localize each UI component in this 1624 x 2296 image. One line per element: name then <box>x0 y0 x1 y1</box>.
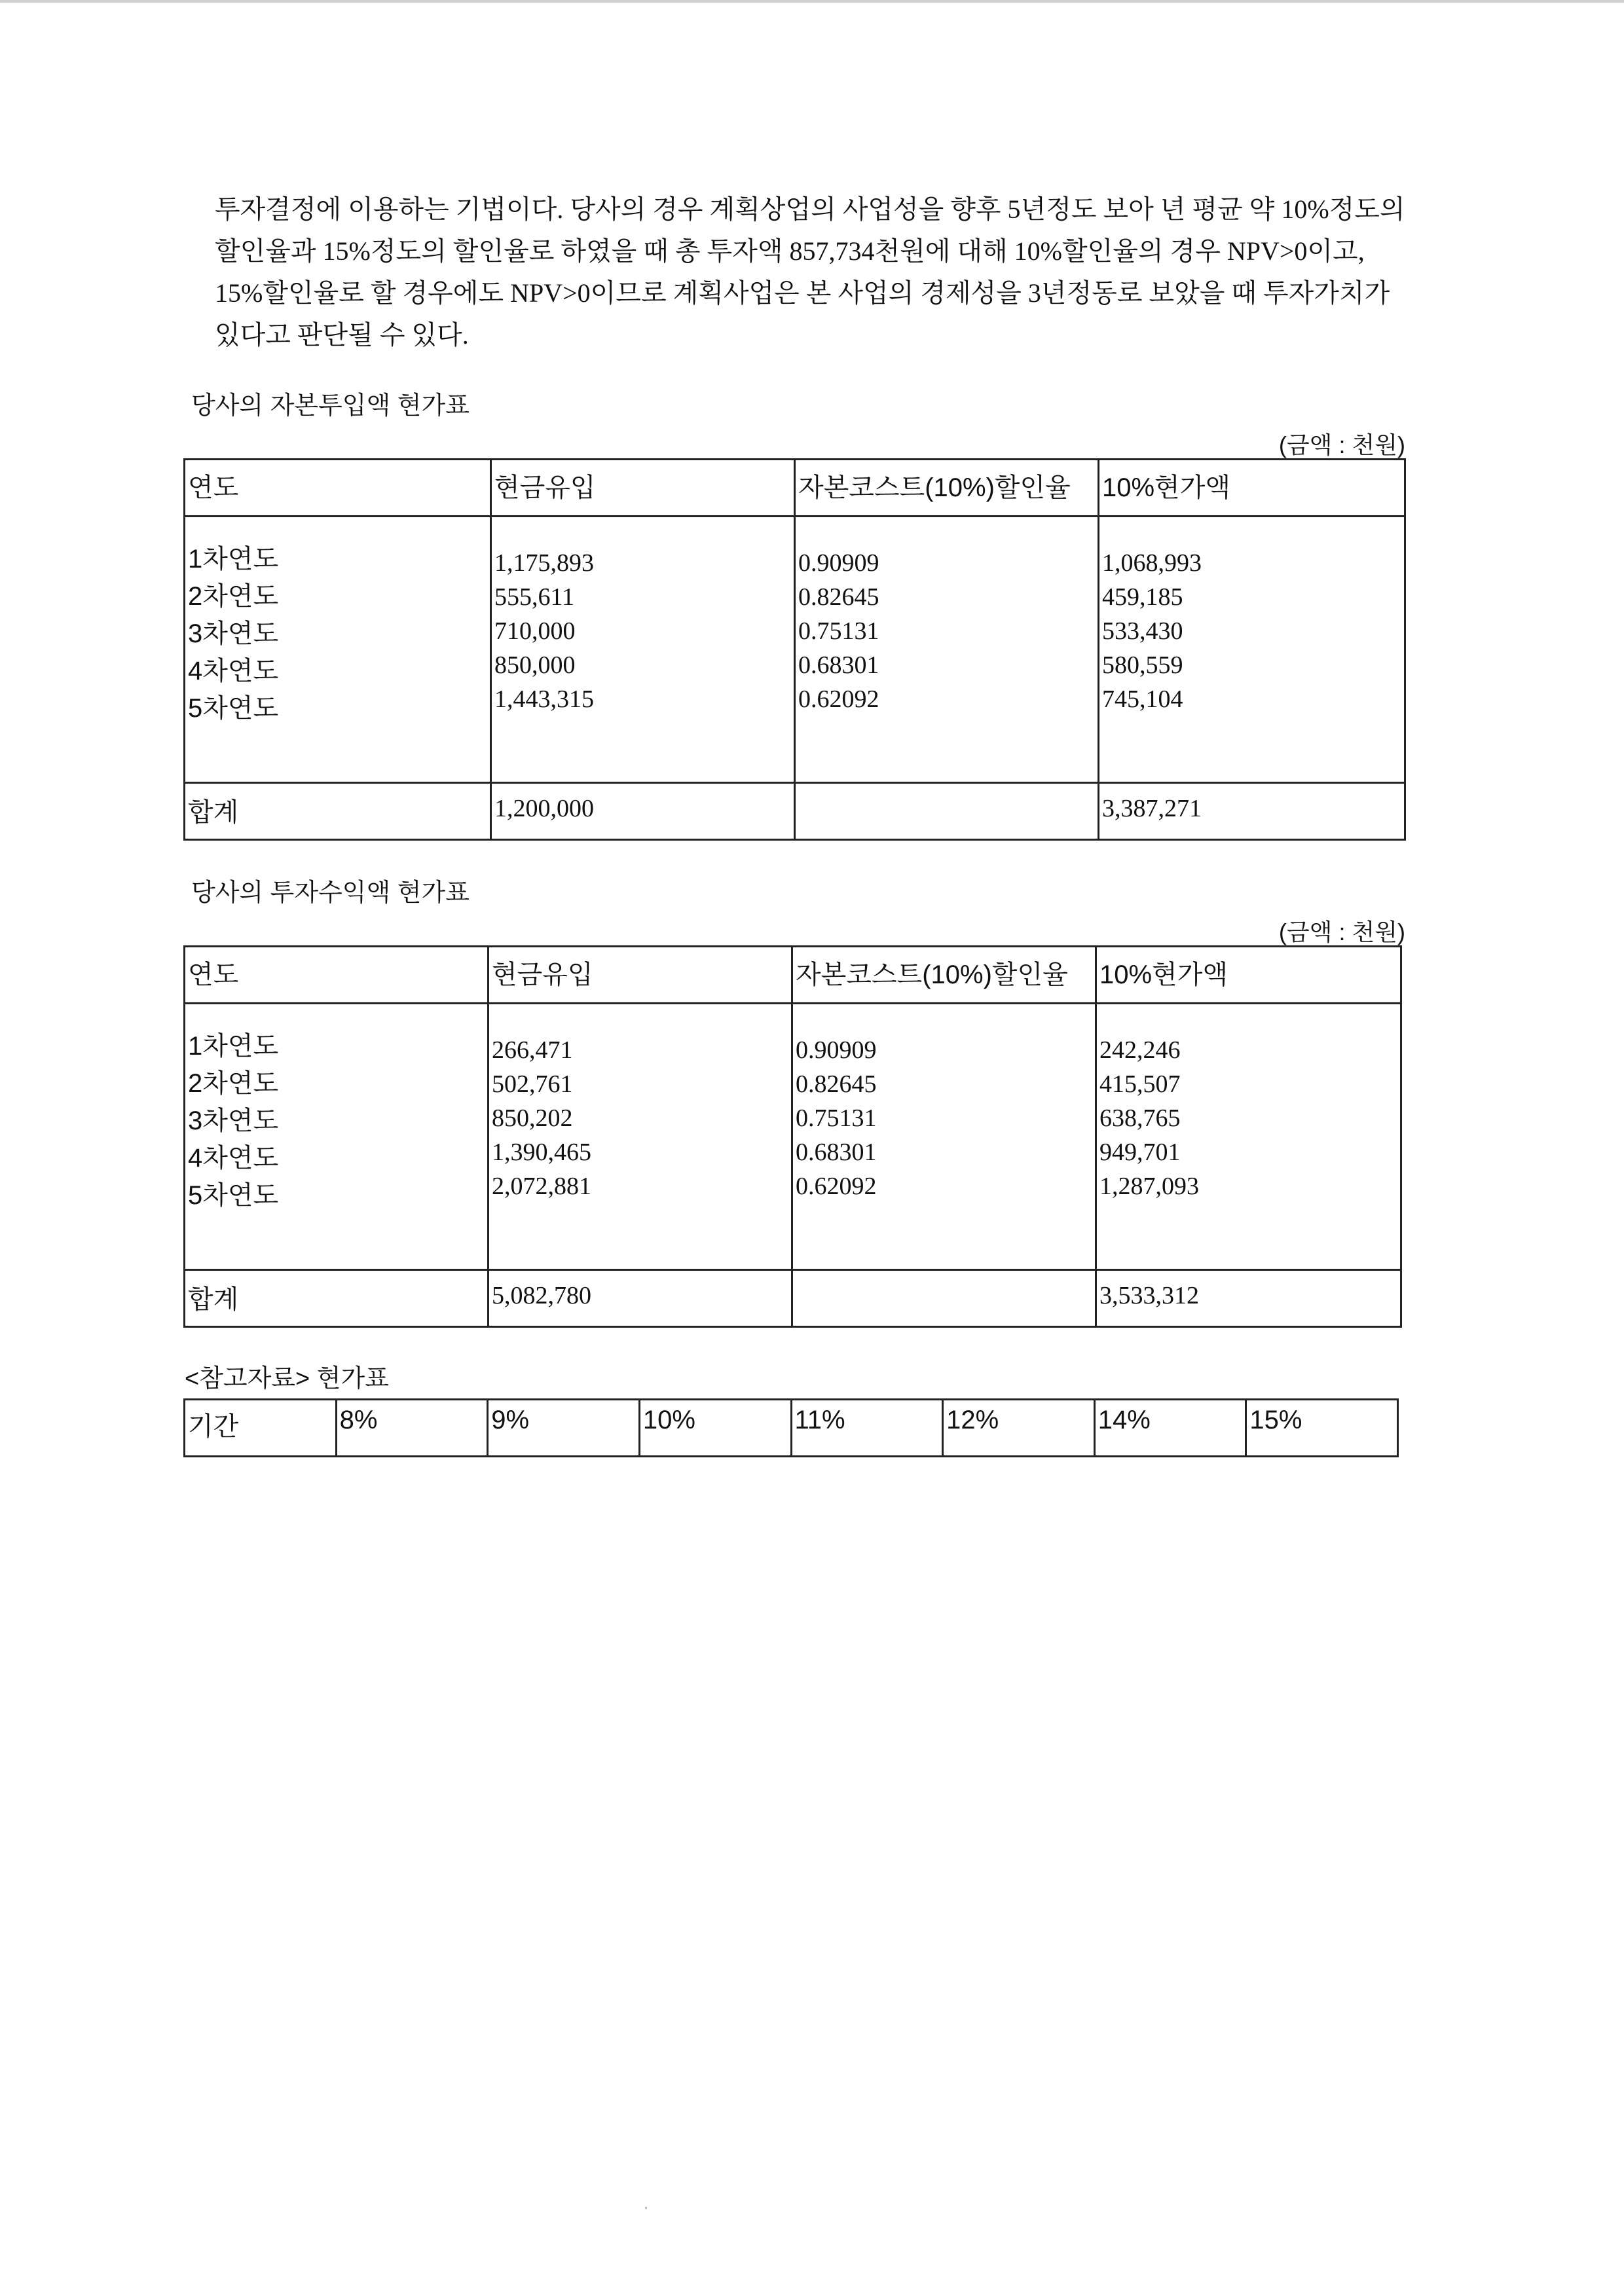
present-value-cell <box>1096 1004 1401 1270</box>
table2-caption: 당사의 투자수익액 현가표 <box>191 879 470 907</box>
present-value-value: 415,507 <box>1099 1070 1181 1098</box>
table1-total-row <box>185 783 1405 840</box>
col-header-year: 연도 <box>185 460 491 517</box>
present-value-cell <box>1099 517 1405 783</box>
cash-inflow-value: 850,202 <box>492 1104 573 1132</box>
paragraph-line: 할인율과 15%정도의 할인율로 하였을 때 총 투자액 857,734천원에 대해 10%할인율의 경우 NPV>0이고, <box>215 236 1365 266</box>
present-value-value: 580,559 <box>1102 651 1183 679</box>
discount-rate-value: 0.68301 <box>798 651 879 679</box>
year-label: 4차연도 <box>188 657 279 685</box>
discount-rate-cell <box>792 1004 1096 1270</box>
year-label: 1차연도 <box>188 545 279 574</box>
total-cash-inflow: 1,200,000 <box>491 783 795 840</box>
table1-unit: (금액 : 천원) <box>1278 431 1405 458</box>
ref-header-rate: 14% <box>1094 1400 1246 1457</box>
col-header-discount-rate: 자본코스트(10%)할인율 <box>792 947 1096 1004</box>
year-label: 2차연도 <box>188 582 279 611</box>
discount-rate-value: 0.75131 <box>798 617 879 645</box>
cash-inflow-cell <box>489 1004 792 1270</box>
present-value-value: 745,104 <box>1102 685 1183 713</box>
cash-inflow-value: 2,072,881 <box>492 1173 591 1200</box>
year-label: 5차연도 <box>188 1181 279 1210</box>
table1-header-row <box>185 460 1405 517</box>
present-value-value: 949,701 <box>1099 1139 1181 1166</box>
table2-investment-return-pv <box>183 945 1402 1328</box>
ref-header-period: 기간 <box>185 1400 337 1457</box>
col-header-discount-rate: 자본코스트(10%)할인율 <box>795 460 1099 517</box>
year-cell <box>185 1004 489 1270</box>
table1-caption: 당사의 자본투입액 현가표 <box>191 392 470 420</box>
total-label: 합계 <box>185 1270 489 1327</box>
discount-rate-value: 0.90909 <box>798 549 879 577</box>
col-header-present-value: 10%현가액 <box>1096 947 1401 1004</box>
present-value-value: 1,287,093 <box>1099 1173 1199 1200</box>
paragraph-line: 15%할인율로 할 경우에도 NPV>0이므로 계획사업은 본 사업의 경제성을 3년정동로 보았을 때 투자가치가 <box>215 278 1390 308</box>
discount-rate-value: 0.82645 <box>796 1070 877 1098</box>
discount-rate-value: 0.82645 <box>798 583 879 611</box>
scan-speck <box>645 2207 647 2209</box>
total-label: 합계 <box>185 783 491 840</box>
discount-rate-value: 0.75131 <box>796 1104 877 1132</box>
year-cell <box>185 517 491 783</box>
paragraph-line: 투자결정에 이용하는 기법이다. 당사의 경우 계획상업의 사업성을 향후 5년정도 보아 년 평균 약 10%정도의 <box>215 194 1405 224</box>
total-cash-inflow: 5,082,780 <box>489 1270 792 1327</box>
total-present-value: 3,387,271 <box>1099 783 1405 840</box>
present-value-value: 1,068,993 <box>1102 549 1202 577</box>
discount-rate-cell <box>795 517 1099 783</box>
paragraph-line: 있다고 판단될 수 있다. <box>215 320 469 350</box>
col-header-cash-inflow: 현금유입 <box>489 947 792 1004</box>
cash-inflow-value: 502,761 <box>492 1070 573 1098</box>
discount-rate-value: 0.62092 <box>798 685 879 713</box>
discount-rate-value: 0.90909 <box>796 1036 877 1064</box>
present-value-value: 242,246 <box>1099 1036 1181 1064</box>
table2-header-row <box>185 947 1401 1004</box>
cash-inflow-value: 850,000 <box>494 651 576 679</box>
reference-pv-table <box>183 1398 1399 1457</box>
col-header-present-value: 10%현가액 <box>1099 460 1405 517</box>
discount-rate-value: 0.68301 <box>796 1139 877 1166</box>
year-label: 4차연도 <box>188 1144 279 1173</box>
ref-header-rate: 12% <box>943 1400 1095 1457</box>
ref-header-rate: 8% <box>336 1400 488 1457</box>
table1-capital-investment-pv <box>183 458 1406 841</box>
total-present-value: 3,533,312 <box>1096 1270 1401 1327</box>
year-label: 1차연도 <box>188 1032 279 1061</box>
present-value-value: 459,185 <box>1102 583 1183 611</box>
cash-inflow-value: 1,175,893 <box>494 549 594 577</box>
ref-header-rate: 9% <box>488 1400 640 1457</box>
cash-inflow-value: 710,000 <box>494 617 576 645</box>
year-label: 5차연도 <box>188 694 279 723</box>
ref-header-rate: 11% <box>791 1400 943 1457</box>
table2-unit: (금액 : 천원) <box>1278 919 1405 945</box>
reference-header-row <box>185 1400 1398 1457</box>
total-discount-rate <box>795 783 1099 840</box>
table1-body-row <box>185 517 1405 783</box>
cash-inflow-cell <box>491 517 795 783</box>
year-label: 3차연도 <box>188 619 279 648</box>
present-value-value: 638,765 <box>1099 1104 1181 1132</box>
cash-inflow-value: 555,611 <box>494 583 575 611</box>
body-paragraph <box>215 189 1420 356</box>
year-label: 3차연도 <box>188 1106 279 1135</box>
cash-inflow-value: 1,443,315 <box>494 685 594 713</box>
year-label: 2차연도 <box>188 1069 279 1098</box>
table2-total-row <box>185 1270 1401 1327</box>
discount-rate-value: 0.62092 <box>796 1173 877 1200</box>
page-top-border <box>0 0 1624 3</box>
ref-header-rate: 10% <box>639 1400 791 1457</box>
reference-caption: <참고자료> 현가표 <box>185 1365 389 1393</box>
cash-inflow-value: 266,471 <box>492 1036 573 1064</box>
col-header-year: 연도 <box>185 947 489 1004</box>
cash-inflow-value: 1,390,465 <box>492 1139 591 1166</box>
present-value-value: 533,430 <box>1102 617 1183 645</box>
col-header-cash-inflow: 현금유입 <box>491 460 795 517</box>
ref-header-rate: 15% <box>1246 1400 1398 1457</box>
table2-body-row <box>185 1004 1401 1270</box>
total-discount-rate <box>792 1270 1096 1327</box>
